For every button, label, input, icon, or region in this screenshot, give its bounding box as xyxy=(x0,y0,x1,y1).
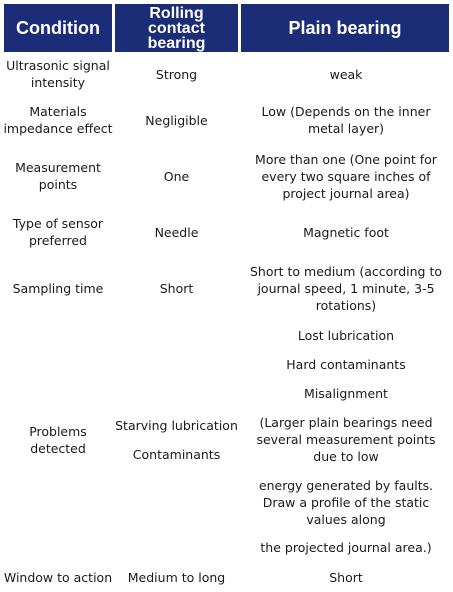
row-ultrasonic-condition: Ultrasonic signal intensity xyxy=(6,58,110,90)
row-measurement-condition: Measurement points xyxy=(15,160,101,192)
row-impedance-rolling: Negligible xyxy=(145,112,208,128)
row-problems-plain-projected-area: the projected journal area.) xyxy=(260,540,432,555)
row-impedance-plain: Low (Depends on the inner metal layer) xyxy=(261,104,431,136)
row-ultrasonic-plain: weak xyxy=(329,66,363,82)
header-condition: Condition xyxy=(4,4,112,52)
row-sensor-plain: Magnetic foot xyxy=(303,224,389,240)
row-problems-plain-misalignment: Misalignment xyxy=(304,386,388,401)
row-window-condition: Window to action xyxy=(3,570,113,585)
row-problems-plain-larger-bearings: (Larger plain bearings need several measurement points due to low xyxy=(256,415,436,464)
row-sampling-rolling: Short xyxy=(159,280,194,296)
row-sensor-rolling: Needle xyxy=(154,224,199,240)
row-window-plain: Short xyxy=(329,570,363,585)
header-rolling-line1: Rolling xyxy=(149,4,204,22)
row-sensor-condition: Type of sensor preferred xyxy=(12,216,104,248)
row-sampling-condition: Sampling time xyxy=(12,280,104,296)
row-measurement-rolling: One xyxy=(163,168,190,184)
row-problems-plain-energy-profile: energy generated by faults. Draw a profile of the static values along xyxy=(258,478,434,527)
row-problems-plain-hard-contaminants: Hard contaminants xyxy=(286,357,406,372)
row-measurement-plain: More than one (One point for every two square inches of project journal area) xyxy=(255,151,437,201)
row-problems-rolling-starving: Starving lubrication xyxy=(115,418,238,433)
header-rolling-line3: bearing xyxy=(147,34,206,52)
header-rolling-line2: contact xyxy=(148,19,205,37)
row-problems-rolling-contaminants: Contaminants xyxy=(132,447,221,462)
row-problems-condition: Problems detected xyxy=(29,424,87,456)
row-ultrasonic-rolling: Strong xyxy=(155,66,198,82)
header-rolling-contact-bearing xyxy=(115,4,238,52)
row-problems-plain-lost-lubrication: Lost lubrication xyxy=(297,328,395,343)
row-window-rolling: Medium to long xyxy=(127,570,226,585)
header-plain-bearing: Plain bearing xyxy=(241,4,449,52)
row-impedance-condition: Materials impedance effect xyxy=(3,104,113,136)
row-sampling-plain: Short to medium (according to journal speed, 1 minute, 3-5 rotations) xyxy=(249,263,443,313)
